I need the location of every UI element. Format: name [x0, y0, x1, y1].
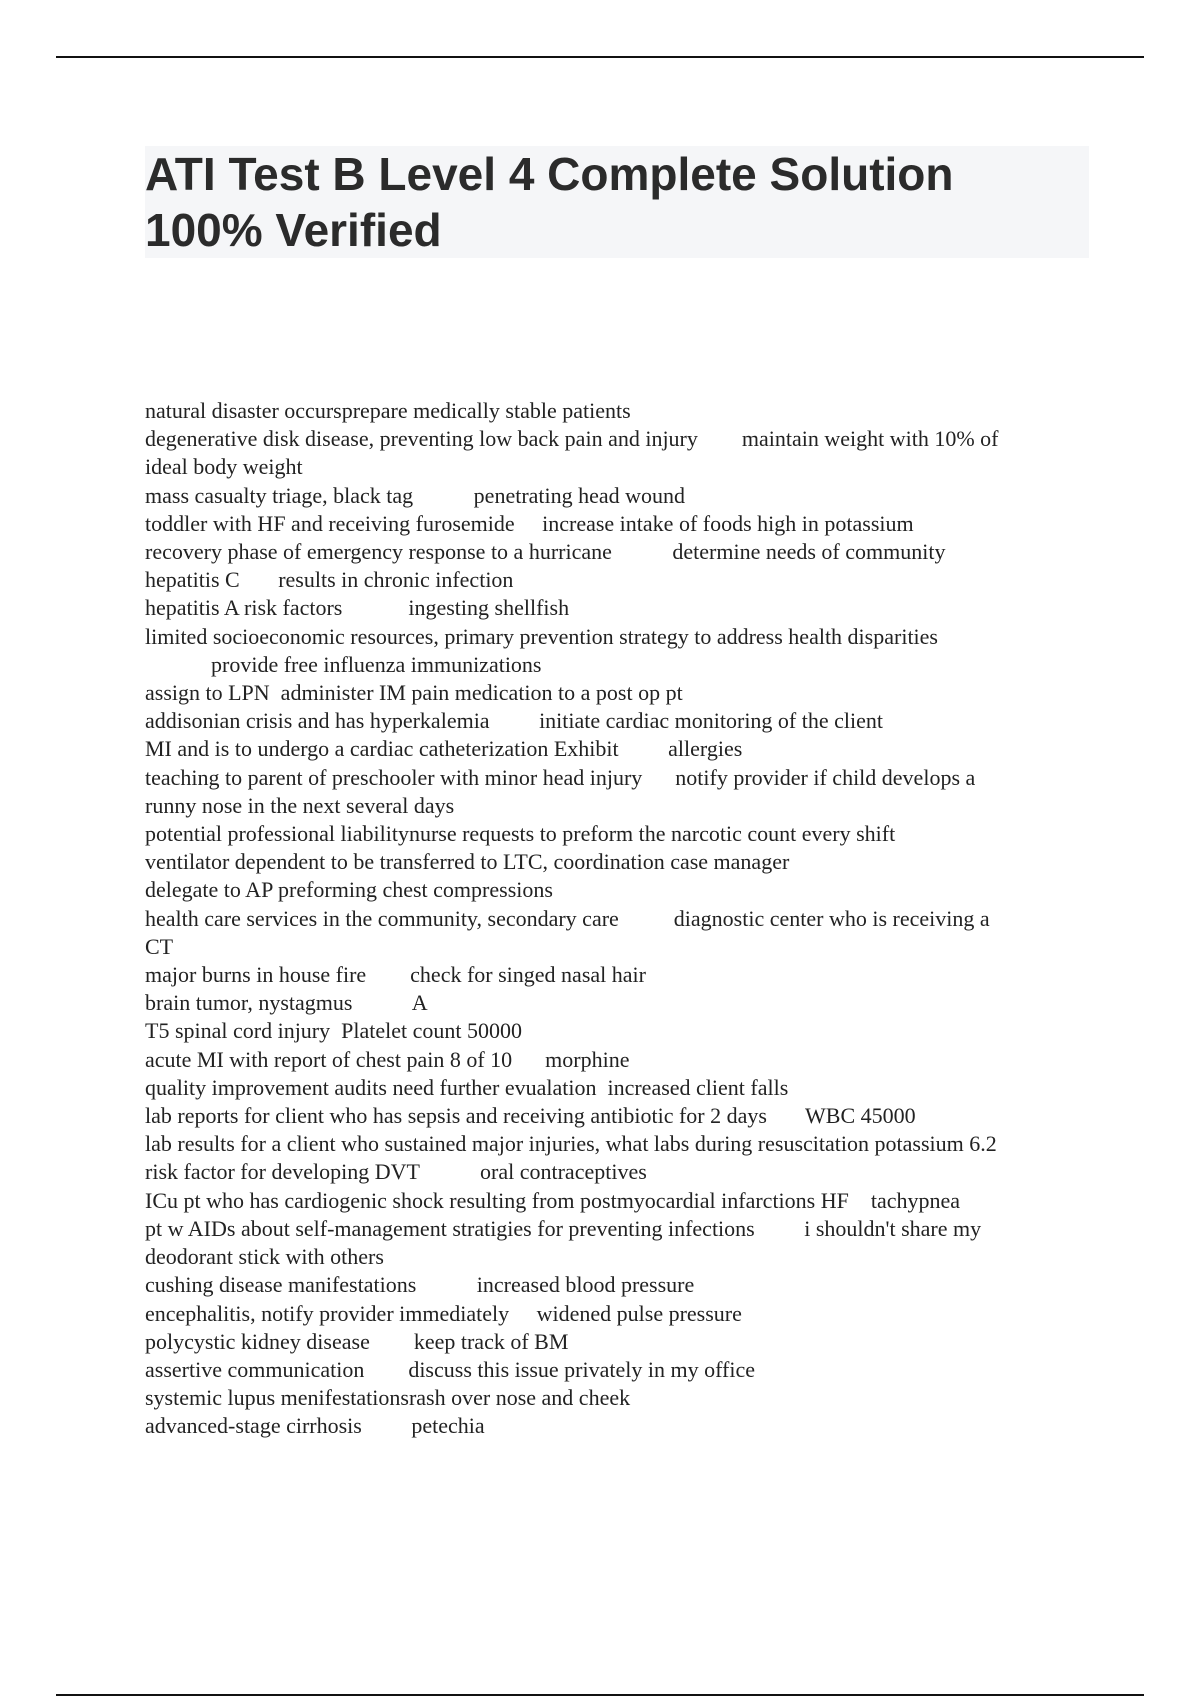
text-line: ventilator dependent to be transferred to LTC, coordination case manager: [145, 849, 790, 875]
text-line: toddler with HF and receiving furosemide increase intake of foods high in potassium: [145, 510, 914, 536]
text-line: deodorant stick with others: [145, 1244, 384, 1270]
text-line: natural disaster occursprepare medically stable patients: [145, 398, 631, 423]
text-line: addisonian crisis and has hyperkalemia initiate cardiac monitoring of the client: [145, 708, 883, 734]
text-line: systemic lupus menifestationsrash over nose and cheek: [145, 1385, 631, 1411]
text-line: provide free influenza immunizations: [145, 651, 542, 677]
text-line: major burns in house fire check for singed nasal hair: [145, 962, 646, 988]
bottom-divider: [56, 1694, 1144, 1696]
text-line: mass casualty triage, black tag penetrating head wound: [145, 482, 686, 508]
text-line: T5 spinal cord injury Platelet count 50000: [145, 1018, 522, 1044]
text-line: degenerative disk disease, preventing low back pain and injury maintain weight with 10% of: [145, 426, 999, 452]
text-line: quality improvement audits need further evualation increased client falls: [145, 1074, 789, 1100]
text-line: runny nose in the next several days: [145, 792, 455, 818]
text-line: acute MI with report of chest pain 8 of 10 morphine: [145, 1046, 630, 1072]
text-line: hepatitis A risk factors ingesting shellfish: [145, 595, 570, 621]
text-line: brain tumor, nystagmus A: [145, 990, 428, 1016]
document-body: [145, 397, 1089, 1441]
text-line: potential professional liabilitynurse requests to preform the narcotic count every shift: [145, 821, 896, 847]
text-line: lab results for a client who sustained major injuries, what labs during resuscitation potassium 6.2: [145, 1131, 997, 1157]
text-line: lab reports for client who has sepsis and receiving antibiotic for 2 days WBC 45000: [145, 1103, 916, 1129]
text-line: assign to LPN administer IM pain medication to a post op pt: [145, 680, 683, 706]
document-title: ATI Test B Level 4 Complete Solution 100% Verified: [145, 148, 954, 256]
text-line: limited socioeconomic resources, primary prevention strategy to address health disparities: [145, 623, 938, 649]
text-line: delegate to AP preforming chest compressions: [145, 877, 553, 903]
text-line: recovery phase of emergency response to a hurricane determine needs of community: [145, 539, 946, 565]
text-line: pt w AIDs about self-management stratigies for preventing infections i shouldn't share my: [145, 1215, 982, 1241]
text-line: assertive communication discuss this issue privately in my office: [145, 1356, 755, 1382]
text-line: advanced-stage cirrhosis petechia: [145, 1413, 485, 1439]
text-line: CT: [145, 933, 174, 959]
title-banner: [145, 146, 1089, 258]
text-line: risk factor for developing DVT oral contraceptives: [145, 1159, 647, 1185]
text-line: hepatitis C results in chronic infection: [145, 567, 514, 593]
top-divider: [56, 56, 1144, 58]
text-line: MI and is to undergo a cardiac catheterization Exhibit allergies: [145, 736, 743, 762]
text-line: teaching to parent of preschooler with minor head injury notify provider if child develops a: [145, 764, 976, 790]
text-line: ICu pt who has cardiogenic shock resulting from postmyocardial infarctions HF tachypnea: [145, 1187, 961, 1213]
text-line: health care services in the community, secondary care diagnostic center who is receiving a: [145, 905, 990, 931]
text-line: ideal body weight: [145, 454, 303, 480]
text-line: polycystic kidney disease keep track of BM: [145, 1328, 569, 1354]
text-line: encephalitis, notify provider immediately widened pulse pressure: [145, 1300, 742, 1326]
text-line: cushing disease manifestations increased blood pressure: [145, 1272, 695, 1298]
